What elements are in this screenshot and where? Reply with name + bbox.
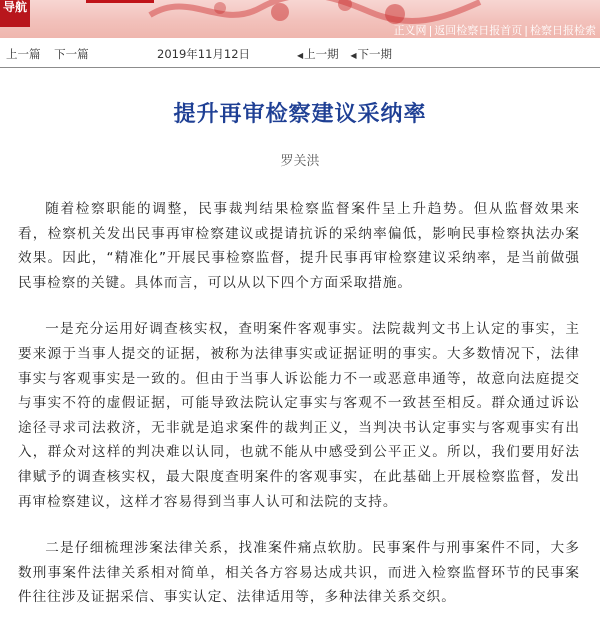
- prev-issue-link[interactable]: 上一期: [304, 47, 339, 61]
- triangle-left-icon: ◀: [350, 51, 357, 60]
- article-author: 罗关洪: [280, 154, 320, 169]
- article-title: 提升再审检察建议采纳率: [173, 102, 427, 127]
- link-return-home[interactable]: 返回检察日报首页: [434, 24, 523, 37]
- next-article-link[interactable]: 下一篇: [54, 47, 89, 61]
- article-nav-row: [0, 38, 600, 66]
- article-body: [18, 197, 580, 632]
- nav-logo[interactable]: [0, 0, 30, 27]
- issue-date: 2019年11月12日: [157, 47, 251, 61]
- top-links: 正义网 | 返回检察日报首页 | 检察日报检索: [393, 24, 596, 37]
- triangle-left-icon: ◀: [297, 51, 304, 60]
- logo-text: 导航: [2, 0, 27, 14]
- next-issue-link[interactable]: 下一期: [357, 47, 392, 61]
- divider: [0, 67, 600, 68]
- article-paragraph: 随着检察职能的调整，民事裁判结果检察监督案件呈上升趋势。但从监督效果来看，检察机关发出民事再审检察建议或提请抗诉的采纳率偏低，影响民事检察执法办案效果。因此，“精准化”开展民事检察监督，提升民事再审检察建议采纳率，是当前做强民事检察的关键。具体而言，可以从以下四个方面采取措施。: [18, 201, 580, 291]
- prev-article-link[interactable]: 上一篇: [6, 47, 41, 61]
- article-paragraph: 一是充分运用好调查核实权，查明案件客观事实。法院裁判文书上认定的事实，主要来源于当事人提交的证据，被称为法律事实或证据证明的事实。大多数情况下，法律事实与客观事实是一致的。但由于当事人诉讼能力不一或恶意串通等，故意向法庭提交与事实不符的虚假证据，可能导致法院认定事实与客观不一致甚至相反。群众通过诉讼途径寻求司法救济，无非就是追求案件的裁判正义，当判决书认定事实与客观事实有出入，群众对这样的判决难以认同，也就不能从中感受到公平正义。所以，我们要用好法律赋予的调查核实权，最大限度查明案件的客观事实，在此基础上开展检察监督，发出再审检察建议，这样才容易得到当事人认可和法院的支持。: [18, 321, 580, 510]
- link-search[interactable]: 检察日报检索: [530, 24, 596, 37]
- site-banner: [0, 0, 600, 38]
- article-paragraph: 二是仔细梳理涉案法律关系，找准案件痛点软肋。民事案件与刑事案件不同，大多数刑事案件法律关系相对简单，相关各方容易达成共识，而进入检察监督环节的民事案件往往涉及证据采信、事实认定、法律适用等，多种法律关系交织。: [18, 540, 580, 606]
- link-zhengyi[interactable]: 正义网: [393, 24, 427, 37]
